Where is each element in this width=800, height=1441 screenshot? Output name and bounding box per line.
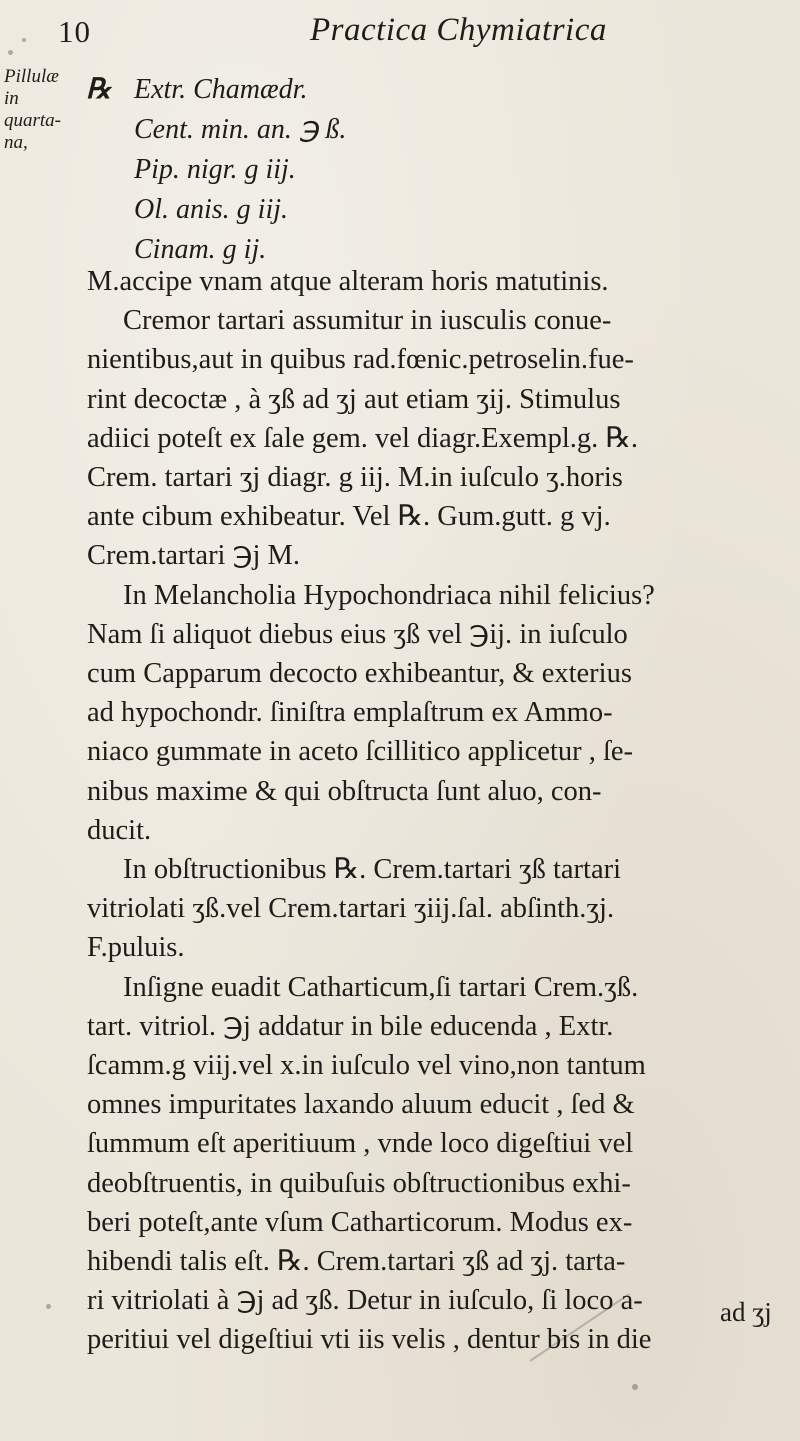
text-line: vitriolati ʒß.vel Crem.tartari ʒiij.ſal. abſinth.ʒj.: [87, 893, 615, 925]
running-title: Practica Chymiatrica: [310, 12, 607, 48]
text-line: peritiui vel digeſtiui vti iis velis , dentur bis in die: [87, 1324, 652, 1356]
text-line: M.accipe vnam atque alteram horis matutinis.: [87, 266, 609, 297]
text-line: tart. vitriol. ℈j addatur in bile educenda , Extr.: [87, 1010, 614, 1042]
ink-spot: [22, 38, 26, 42]
prescription-text: Extr. Chamædr.: [134, 74, 308, 105]
ink-spot: [46, 1304, 51, 1309]
text-line: cum Capparum decocto exhibeantur, & exterius: [87, 658, 632, 690]
text-line: In Melancholia Hypochondriaca nihil felicius?: [123, 579, 655, 611]
prescription-text: Pip. nigr. g iij.: [134, 154, 296, 185]
text-line: omnes impuritates laxando aluum educit , ſed &: [87, 1089, 635, 1121]
text-line: Inſigne euadit Catharticum,ſi tartari Crem.ʒß.: [123, 971, 639, 1003]
text-line: Cremor tartari assumitur in iusculis conue-: [123, 305, 612, 337]
prescription-block: [86, 70, 346, 270]
text-line: ſummum eſt aperitiuum , vnde loco digeſtiui vel: [87, 1128, 634, 1160]
margin-note-line: Pillulæ in: [4, 66, 59, 109]
text-line: ad hypochondr. ſiniſtra emplaſtrum ex Ammo-: [87, 697, 613, 729]
prescription-line: [86, 150, 346, 190]
margin-note-line: quarta-: [4, 110, 61, 131]
text-line: ante cibum exhibeatur. Vel ℞. Gum.gutt. g vj.: [87, 501, 611, 533]
text-line: In obſtructionibus ℞. Crem.tartari ʒß tartari: [123, 854, 622, 886]
prescription-line: [86, 70, 346, 110]
text-line: rint decoctæ , à ʒß ad ʒj aut etiam ʒij. Stimulus: [87, 383, 621, 415]
text-line: ri vitriolati à ℈j ad ʒß. Detur in iuſculo, ſi loco a-: [87, 1285, 643, 1317]
text-line: F.puluis.: [87, 932, 185, 964]
catchword: ad ʒj: [720, 1297, 772, 1327]
text-line: Crem. tartari ʒj diagr. g iij. M.in iuſculo ʒ.horis: [87, 462, 623, 494]
text-line: Crem.tartari ℈j M.: [87, 540, 301, 572]
margin-note: [4, 66, 74, 154]
prescription-line: [86, 190, 346, 230]
text-line: nibus maxime & qui obſtructa ſunt aluo, con-: [87, 775, 602, 807]
text-line: ducit.: [87, 814, 152, 846]
ink-spot: [632, 1384, 638, 1390]
prescription-text: Ol. anis. g iij.: [134, 194, 289, 225]
text-line: adiici poteſt ex ſale gem. vel diagr.Exempl.g. ℞.: [87, 422, 639, 454]
text-line: ſcamm.g viij.vel x.in iuſculo vel vino,non tantum: [87, 1050, 646, 1082]
text-line: beri poteſt,ante vſum Catharticorum. Modus ex-: [87, 1206, 633, 1238]
text-line: nientibus,aut in quibus rad.fœnic.petroselin.fue-: [87, 344, 634, 376]
page-number: 10: [58, 14, 91, 49]
text-line: niaco gummate in aceto ſcillitico applicetur , ſe-: [87, 736, 634, 768]
text-line: deobſtruentis, in quibuſuis obſtructionibus exhi-: [87, 1167, 631, 1199]
recipe-symbol: ℞: [86, 74, 112, 105]
prescription-text: Cent. min. an. ℈ ß.: [134, 114, 347, 145]
prescription-text: Cinam. g ij.: [134, 234, 267, 265]
text-line: Nam ſi aliquot diebus eius ʒß vel ℈ij. in iuſculo: [87, 618, 628, 650]
prescription-line: [86, 110, 346, 150]
body-text: [87, 262, 787, 1360]
margin-note-line: na,: [4, 132, 28, 153]
text-line: hibendi talis eſt. ℞. Crem.tartari ʒß ad ʒj. tarta-: [87, 1246, 626, 1278]
ink-spot: [8, 50, 13, 55]
